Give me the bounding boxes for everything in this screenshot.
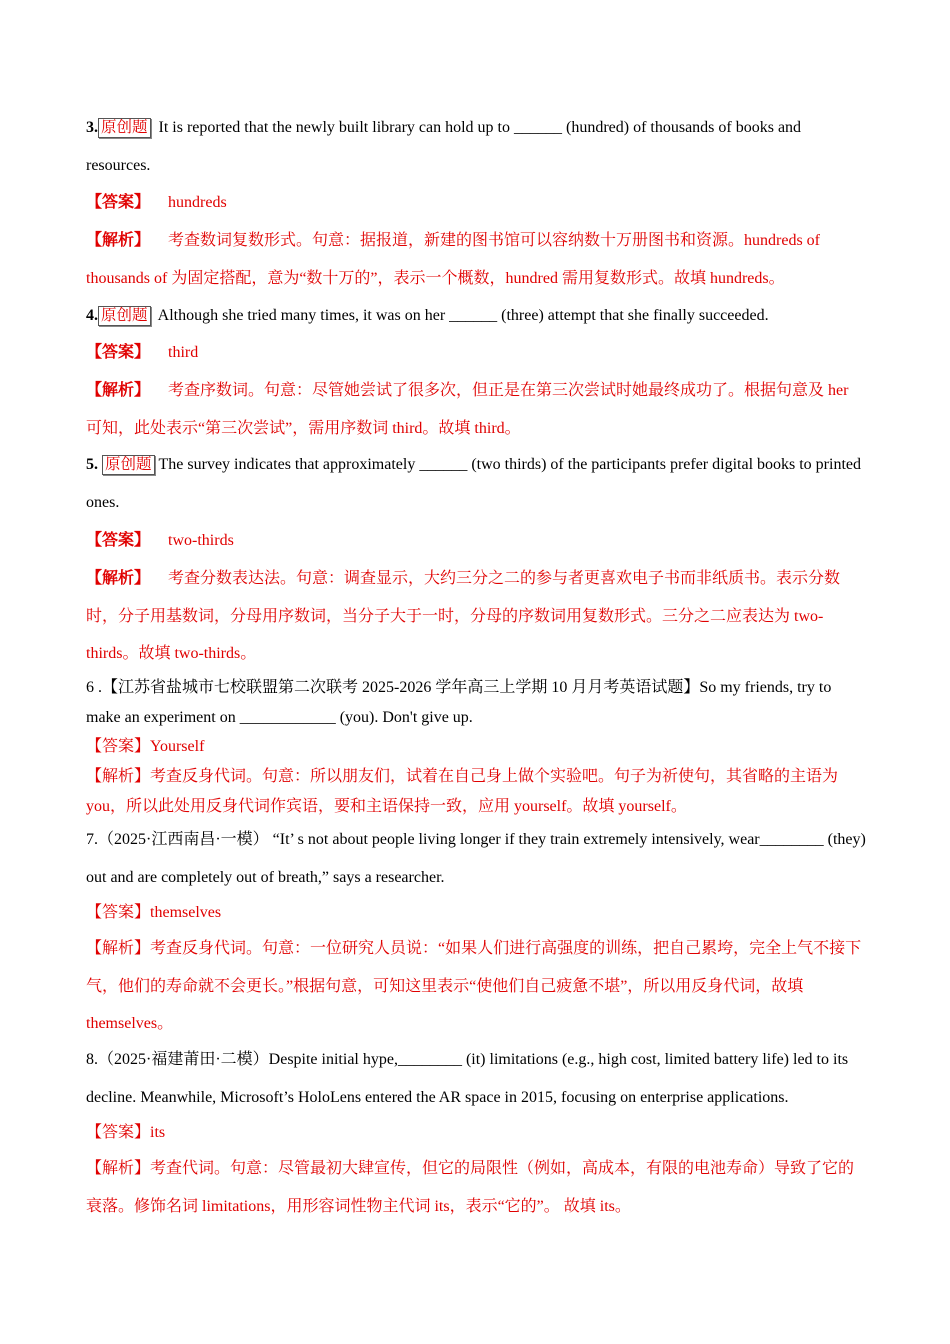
- answer-label: 【答案】: [86, 194, 151, 211]
- original-question-tag: 原创题: [98, 306, 151, 326]
- question-8-analysis: [86, 1150, 866, 1225]
- analysis-label: 【解析】: [86, 570, 151, 587]
- question-5-stem: [86, 446, 866, 521]
- answer-text: two-thirds: [168, 532, 234, 549]
- analysis-label: 【解析】: [86, 940, 151, 957]
- analysis-label: 【解析】: [86, 1160, 151, 1177]
- question-5-analysis: [86, 560, 866, 673]
- question-3-analysis: [86, 222, 866, 297]
- question-3-number: 3.: [86, 119, 98, 136]
- question-3-stem: [86, 109, 866, 184]
- question-4-number: 4.: [86, 307, 98, 324]
- question-3-answer: [86, 184, 866, 222]
- analysis-text: 考查序数词。句意：尽管她尝试了很多次，但正是在第三次尝试时她最终成功了。根据句意及 her 可知，此处表示“第三次尝试”，需用序数词 third。故填 third。: [86, 382, 849, 437]
- question-6-stem: 6 .【江苏省盐城市七校联盟第二次联考 2025-2026 学年高三上学期 10 月月考英语试题】So my friends, try to make an experiment on ____________ (you). Don't give up.: [86, 679, 832, 726]
- question-7-stem: 7.（2025·江西南昌·一模） “It’ s not about people living longer if they train extremely intensively, wear________ (they) out and are completely out of breath,” says a researcher.: [86, 831, 866, 886]
- question-4-stem: [86, 297, 866, 335]
- analysis-text: 考查代词。句意：尽管最初大肆宣传，但它的局限性（例如，高成本，有限的电池寿命）导致了它的衰落。修饰名词 limitations，用形容词性物主代词 its，表示“它的”。 故填 its。: [86, 1160, 855, 1215]
- answer-label: 【答案】: [86, 344, 151, 361]
- analysis-text: 考查数词复数形式。句意：据报道，新建的图书馆可以容纳数十万册图书和资源。hundreds of thousands of 为固定搭配，意为“数十万的”，表示一个概数，hundred 需用复数形式。故填 hundreds。: [86, 232, 821, 287]
- question-4-text: Although she tried many times, it was on her ______ (three) attempt that she finally succeeded.: [157, 307, 769, 324]
- answer-text: third: [168, 344, 199, 361]
- analysis-text: 考查分数表达法。句意：调查显示，大约三分之二的参与者更喜欢电子书而非纸质书。表示分数时，分子用基数词，分母用序数词，当分子大于一时，分母的序数词用复数形式。三分之二应表达为 two-thirds。故填 two-thirds。: [86, 570, 841, 662]
- analysis-label: 【解析】: [86, 768, 151, 785]
- answer-text: Yourself: [150, 738, 205, 755]
- question-8-answer: [86, 1114, 866, 1152]
- question-4-answer: [86, 334, 866, 372]
- answer-text: hundreds: [168, 194, 227, 211]
- question-8-stem: 8.（2025·福建莆田·二模）Despite initial hype,________ (it) limitations (e.g., high cost, limited battery life) led to its decline. Meanwhile, Microsoft’s HoloLens entered the AR space in 2015, focusing on enterprise applications.: [86, 1051, 849, 1106]
- answer-text: themselves: [150, 904, 222, 921]
- answer-label: 【答案】: [86, 738, 151, 755]
- question-7-analysis: [86, 930, 866, 1043]
- question-7-answer: [86, 894, 866, 932]
- question-4-analysis: [86, 372, 866, 447]
- question-6-analysis: [86, 762, 866, 821]
- analysis-label: 【解析】: [86, 382, 151, 399]
- question-5-answer: [86, 522, 866, 560]
- question-3-text: It is reported that the newly built library can hold up to ______ (hundred) of thousands of books and resources.: [86, 119, 802, 174]
- question-5-text: The survey indicates that approximately ______ (two thirds) of the participants prefer digital books to printed ones.: [86, 456, 861, 511]
- analysis-text: 考查反身代词。句意：一位研究人员说：“如果人们进行高强度的训练，把自己累垮，完全上气不接下气，他们的寿命就不会更长。”根据句意，可知这里表示“使他们自己疲惫不堪”，所以用反身代词，故填 themselves。: [86, 940, 862, 1032]
- question-5-number: 5.: [86, 456, 98, 473]
- original-question-tag: 原创题: [102, 455, 155, 475]
- answer-label: 【答案】: [86, 532, 151, 549]
- answer-label: 【答案】: [86, 1124, 151, 1141]
- analysis-text: 考查反身代词。句意：所以朋友们，试着在自己身上做个实验吧。句子为祈使句，其省略的主语为 you，所以此处用反身代词作宾语，要和主语保持一致，应用 yourself。故填 yourself。: [86, 768, 839, 815]
- answer-text: its: [150, 1124, 166, 1141]
- original-question-tag: 原创题: [98, 118, 151, 138]
- question-6-answer: [86, 732, 866, 762]
- answer-label: 【答案】: [86, 904, 151, 921]
- analysis-label: 【解析】: [86, 232, 151, 249]
